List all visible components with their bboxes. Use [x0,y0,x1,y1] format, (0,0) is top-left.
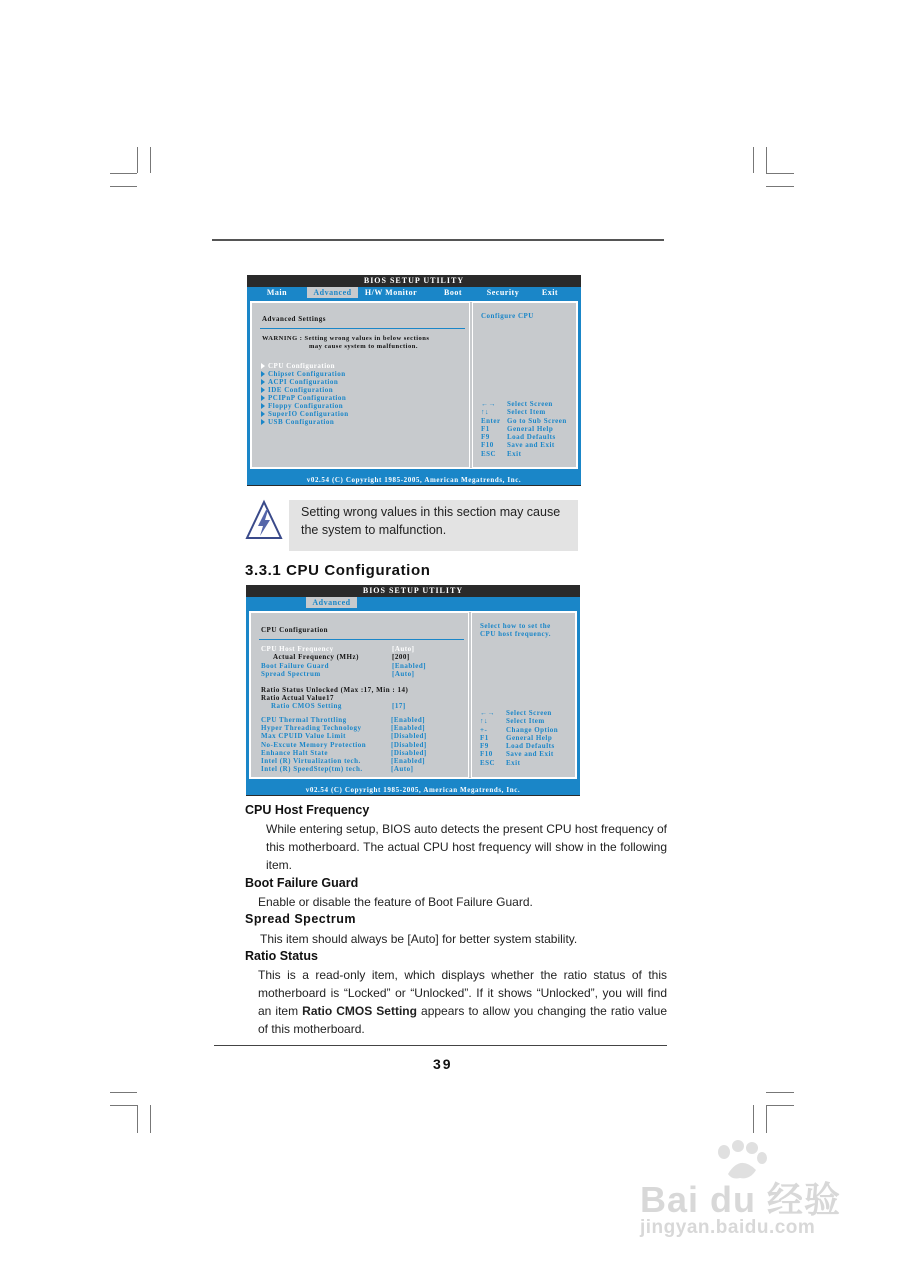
option-value: [Enabled] [391,724,426,732]
bios-body [246,608,580,786]
key-row [480,726,558,734]
key-row [481,400,567,408]
bios-panel [249,611,577,779]
key-name: ←→ [480,709,495,717]
help-text-line-1: Select how to set the [480,622,551,630]
option-cpu-host-frequency[interactable]: CPU Host Frequency [261,645,334,653]
option-virtualization[interactable]: Intel (R) Virtualization tech. [261,757,361,765]
option-boot-failure-guard[interactable]: Boot Failure Guard [261,662,329,670]
menu-entry-usb[interactable] [261,418,334,426]
submenu-arrow-icon [261,419,265,425]
bios-screen-cpu-configuration [246,585,580,796]
ratio-status: Ratio Status Unlocked (Max :17, Min : 14) [261,686,409,694]
key-row [480,734,558,742]
key-row [480,759,558,767]
key-name: ESC [481,449,497,458]
bios-menubar [246,597,580,608]
section-heading: Advanced Settings [262,315,326,323]
entry-label: USB Configuration [268,418,335,426]
bios-title: BIOS SETUP UTILITY [363,276,465,285]
text-ratio-status [258,966,667,1038]
crop-mark [766,1105,767,1133]
text-spread-spectrum: This item should always be [Auto] for better system stability. [260,932,578,946]
key-legend [480,709,558,767]
text-cpu-host-frequency: While entering setup, BIOS auto detects the present CPU host frequency of this motherboard. The actual CPU host frequency will show in the following item. [266,822,667,872]
key-name: F10 [481,441,494,450]
key-name: F10 [480,750,493,759]
submenu-arrow-icon [261,403,265,409]
bottom-rule [214,1045,667,1046]
crop-mark [766,1092,794,1093]
crop-mark [766,147,767,173]
menu-entry-acpi[interactable] [261,378,338,386]
key-name: ↑↓ [480,717,488,726]
help-text: Configure CPU [481,312,534,320]
entry-label: Chipset Configuration [268,370,346,378]
option-value: [Auto] [392,645,415,653]
baidu-watermark: Bai du 经验 [640,1179,842,1220]
key-name: Enter [481,416,501,425]
entry-label: CPU Configuration [268,362,336,370]
key-action: Go to Sub Screen [507,416,567,425]
key-name: F9 [481,433,490,442]
key-action: Exit [507,449,522,458]
entry-label: ACPI Configuration [268,378,339,386]
ratio-text-part-2: appears to allow you changing the ratio value of this motherboard. [258,1004,667,1036]
entry-label: IDE Configuration [268,386,334,394]
key-row [480,750,558,758]
ratio-text-part-1: This is a read-only item, which displays whether the ratio status of this motherboard is “Locked” or “Unlocked”. If it shows “Unlocked”, you will find an item [258,968,667,1018]
menu-hw-monitor[interactable]: H/W Monitor [364,288,418,297]
option-hyper-threading[interactable]: Hyper Threading Technology [261,724,362,732]
bios-panel [250,301,578,469]
crop-mark [110,1092,137,1093]
left-pane [251,302,470,468]
option-value: [Enabled] [391,716,426,724]
baidu-url: jingyan.baidu.com [640,1217,816,1238]
key-name: ↑↓ [481,408,489,417]
crop-mark [753,1105,754,1133]
key-action: Select Screen [506,709,552,717]
key-row [481,425,567,433]
text-boot-failure-guard: Enable or disable the feature of Boot Failure Guard. [258,895,533,909]
heading-boot-failure-guard: Boot Failure Guard [245,876,359,890]
bios-footer: v02.54 (C) Copyright 1985-2005, American Megatrends, Inc. [246,785,580,795]
submenu-arrow-icon [261,411,265,417]
warning-note [289,500,578,551]
key-action: General Help [506,733,553,742]
crop-mark [150,1105,151,1133]
help-pane [472,302,577,468]
submenu-arrow-icon [261,395,265,401]
key-name: F1 [481,424,490,433]
key-action: Exit [506,758,521,767]
menu-security[interactable]: Security [486,288,520,297]
option-ratio-cmos-setting[interactable]: Ratio CMOS Setting [271,702,342,710]
section-heading: CPU Configuration [261,626,329,634]
entry-label: PCIPnP Configuration [268,394,347,402]
option-value: [Auto] [392,670,415,678]
bios-screen-advanced [247,275,581,486]
warning-note-text: Setting wrong values in this section may cause the system to malfunction. [301,505,561,537]
key-action: Select Item [506,717,545,726]
menu-exit[interactable]: Exit [541,288,559,297]
crop-mark [110,173,137,174]
option-speedstep[interactable]: Intel (R) SpeedStep(tm) tech. [261,765,363,773]
option-value: [Enabled] [392,662,427,670]
option-no-execute[interactable]: No-Excute Memory Protection [261,741,367,749]
crop-mark [137,1105,138,1133]
help-pane [471,612,576,778]
option-spread-spectrum[interactable]: Spread Spectrum [261,670,321,678]
heading-cpu-host-frequency: CPU Host Frequency [245,803,370,817]
section-title: 3.3.1 CPU Configuration [245,562,431,579]
crop-mark [766,186,794,187]
bios-menubar [247,287,581,298]
warning-line-2: may cause system to malfunction. [309,343,418,350]
option-cpu-thermal-throttling[interactable]: CPU Thermal Throttling [261,716,347,724]
option-value: [Disabled] [391,749,427,757]
menu-entry-chipset[interactable] [261,370,346,378]
menu-main[interactable]: Main [266,288,288,297]
key-name: ESC [480,758,496,767]
option-value: [17] [392,702,406,710]
key-name: F1 [480,733,489,742]
key-row [481,441,567,449]
option-value: [Disabled] [391,732,427,740]
option-max-cpuid[interactable]: Max CPUID Value Limit [261,732,346,740]
menu-entry-cpu-configuration[interactable] [261,362,335,370]
actual-frequency-label: Actual Frequency (MHz) [273,653,359,661]
option-value: [Disabled] [391,741,427,749]
submenu-arrow-icon [261,363,265,369]
crop-mark [150,147,151,173]
key-row [480,717,558,725]
menu-entry-superio[interactable] [261,410,349,418]
left-pane [250,612,469,778]
entry-label: SuperIO Configuration [268,410,349,418]
key-action: Select Item [507,408,546,417]
option-value: [Auto] [391,765,414,773]
key-action: General Help [507,424,554,433]
top-rule [212,239,664,241]
menu-advanced[interactable]: Advanced [307,287,358,298]
entry-label: Floppy Configuration [268,402,344,410]
ratio-actual-value: Ratio Actual Value17 [261,694,335,702]
key-row [480,742,558,750]
crop-mark [766,1105,794,1106]
heading-ratio-status: Ratio Status [245,949,318,963]
crop-mark [110,186,137,187]
key-row [481,408,567,416]
option-value: [Enabled] [391,757,426,765]
key-name: F9 [480,742,489,751]
key-action: Change Option [506,725,559,734]
bios-body [247,298,581,476]
option-value: [200] [392,653,410,661]
heading-underline [260,328,465,329]
page-number: 39 [433,1056,453,1072]
crop-mark [753,147,754,173]
key-legend [481,400,567,458]
help-text-line-2: CPU host frequency. [480,630,552,638]
bios-footer: v02.54 (C) Copyright 1985-2005, American Megatrends, Inc. [247,475,581,485]
key-action: Load Defaults [507,433,556,442]
crop-mark [137,147,138,173]
key-row [481,450,567,458]
warning-line-1: WARNING : Setting wrong values in below sections [262,335,430,342]
key-name: +- [480,725,488,734]
ratio-text-bold: Ratio CMOS Setting [302,1004,417,1018]
key-row [481,417,567,425]
heading-spread-spectrum: Spread Spectrum [245,912,357,926]
crop-mark [766,173,794,174]
key-action: Save and Exit [506,750,554,759]
key-row [481,433,567,441]
key-row [480,709,558,717]
warning-icon [244,498,284,543]
crop-mark [110,1105,137,1106]
menu-entry-ide[interactable] [261,386,333,394]
menu-advanced[interactable]: Advanced [306,597,357,608]
option-enhance-halt[interactable]: Enhance Halt State [261,749,328,757]
bios-title: BIOS SETUP UTILITY [362,586,464,595]
key-action: Select Screen [507,400,553,408]
key-action: Load Defaults [506,742,555,751]
heading-underline [259,639,464,640]
submenu-arrow-icon [261,379,265,385]
submenu-arrow-icon [261,387,265,393]
menu-entry-floppy[interactable] [261,402,343,410]
menu-boot[interactable]: Boot [444,288,462,297]
key-action: Save and Exit [507,441,555,450]
submenu-arrow-icon [261,371,265,377]
key-name: ←→ [481,400,496,408]
menu-entry-pcipnp[interactable] [261,394,346,402]
